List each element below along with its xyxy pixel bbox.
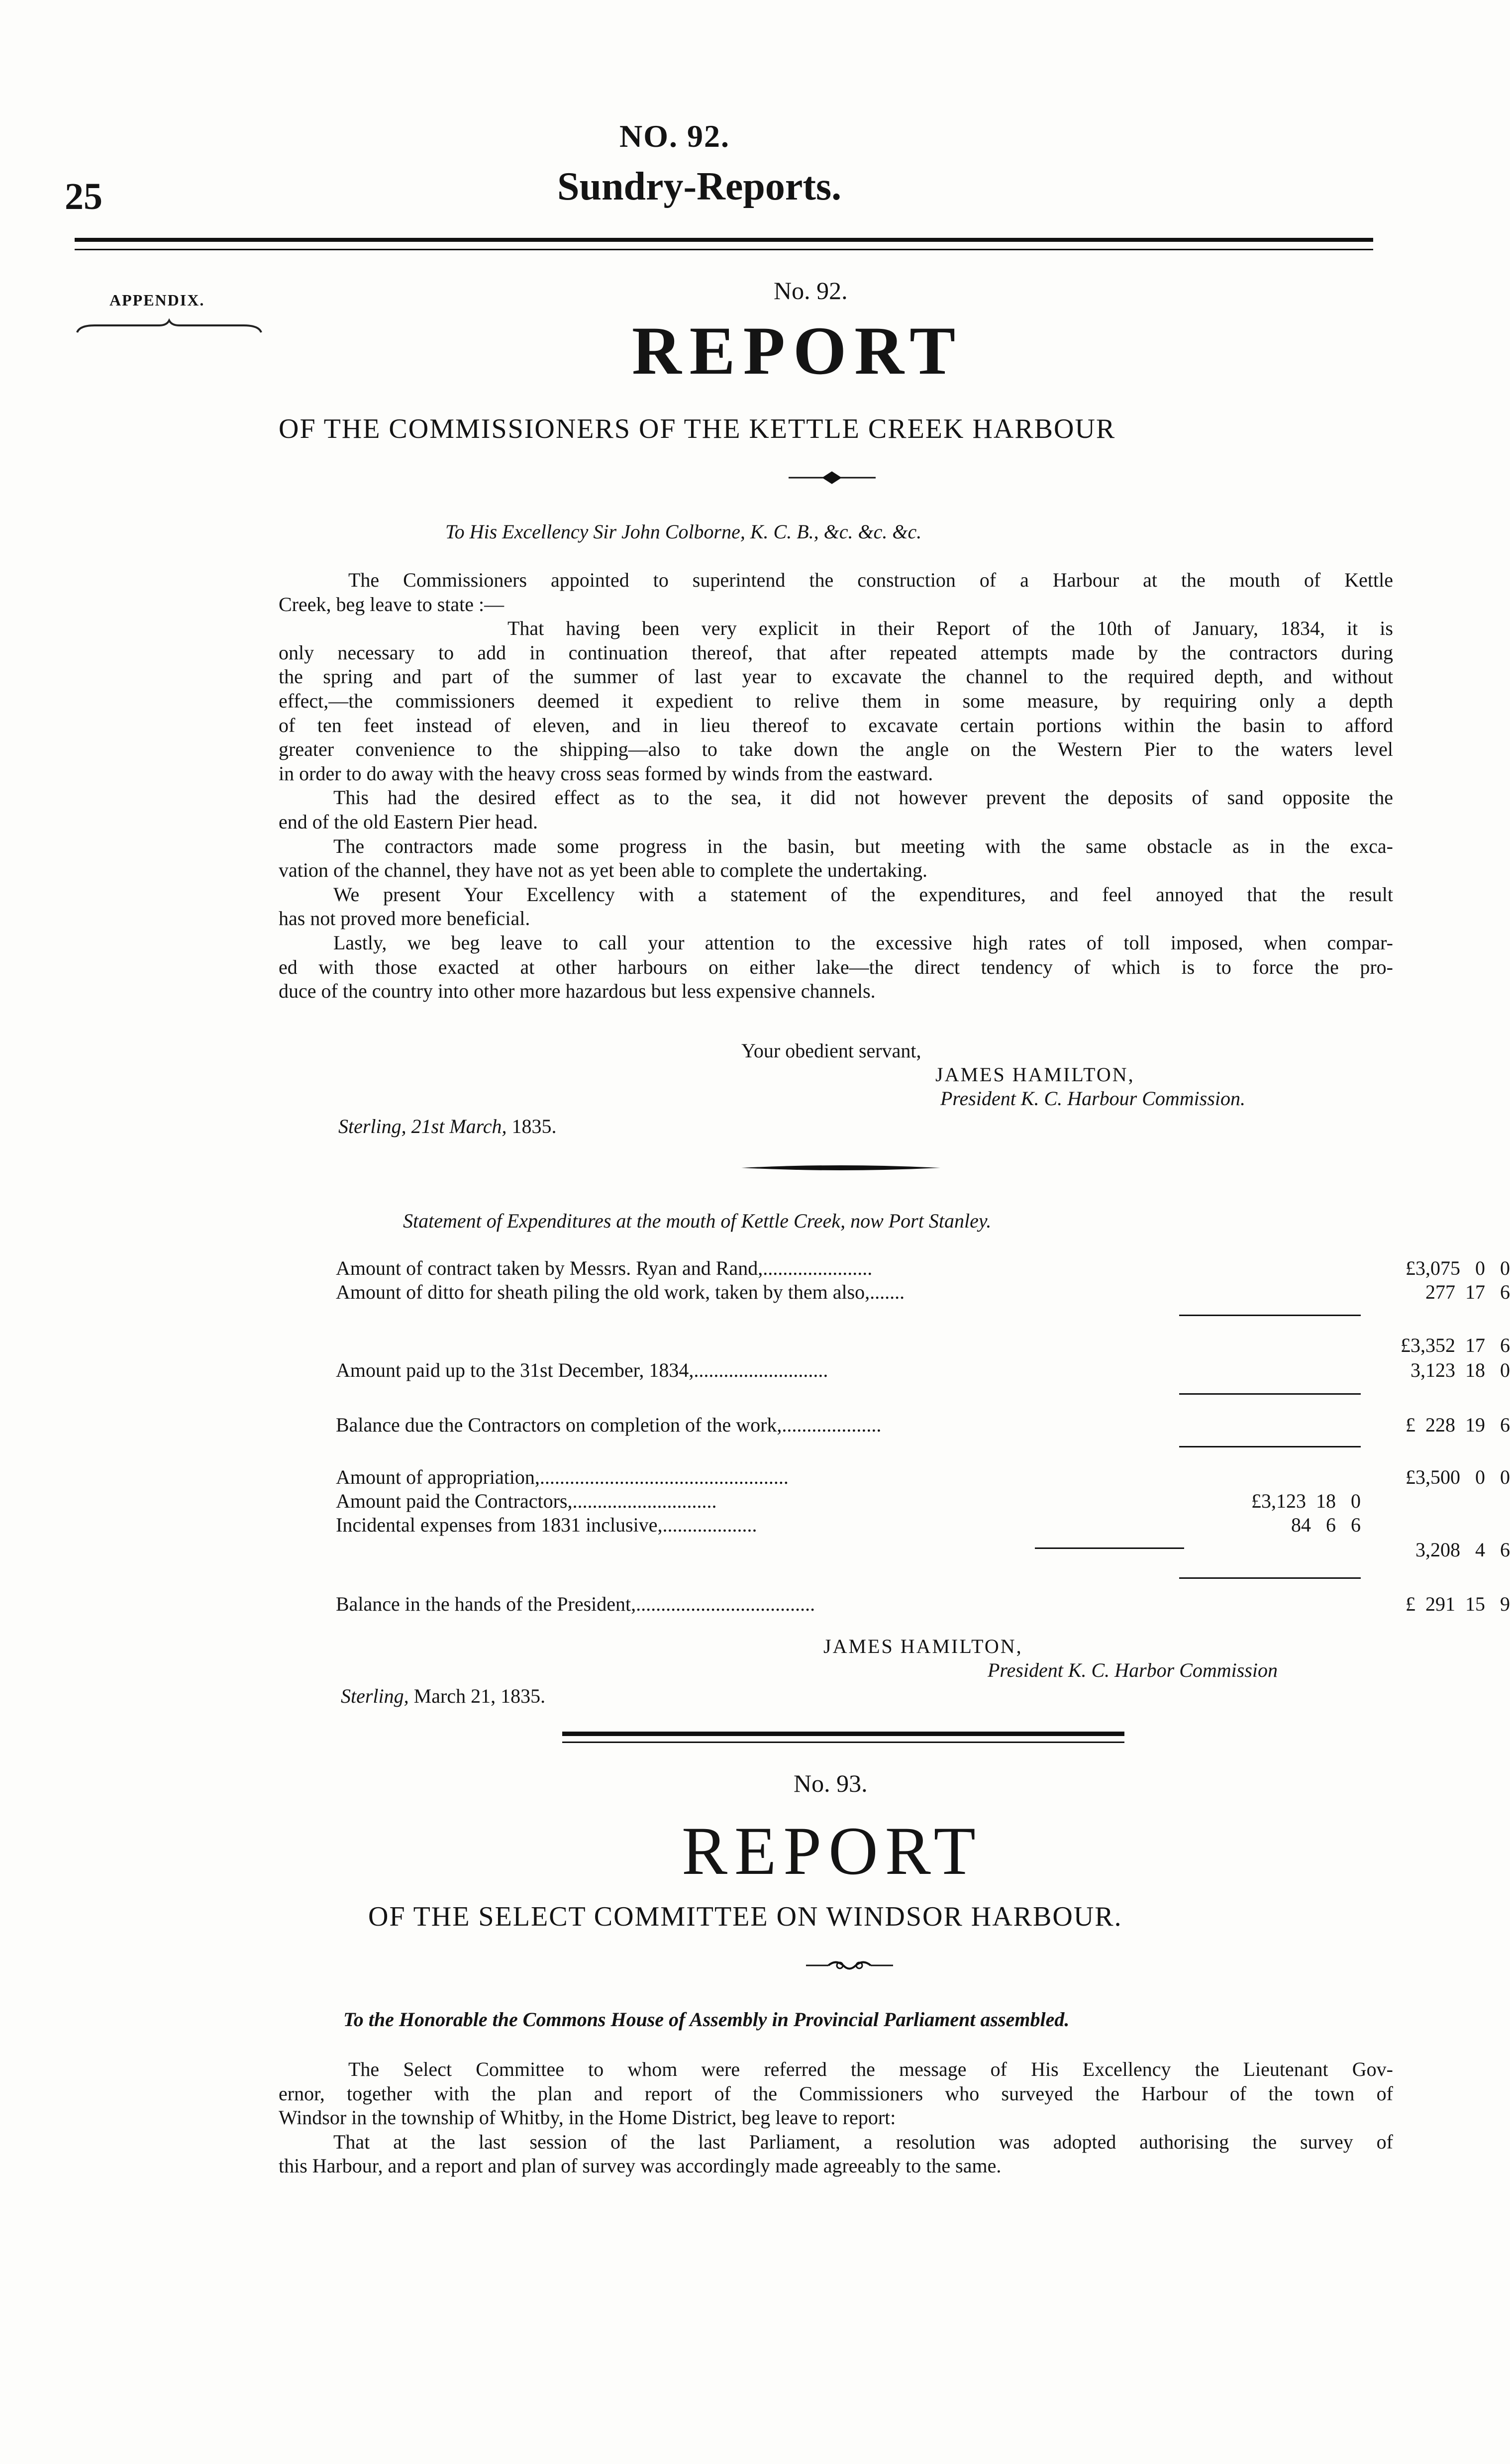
date-day: 21st	[411, 1115, 445, 1137]
page-number: 25	[65, 176, 102, 217]
appendix-label: APPENDIX.	[109, 291, 205, 309]
statement-row	[336, 1538, 1510, 1563]
row-amount: 3,123 18 0	[1410, 1359, 1510, 1381]
appendix-brace-icon	[75, 318, 264, 338]
divider-ornament-icon	[741, 1162, 940, 1174]
statement-row	[336, 1489, 1510, 1514]
report-92-body	[279, 568, 1393, 1004]
section-rule-thin	[562, 1742, 1124, 1743]
row-label: Balance due the Contractors on completion of the work,....................	[336, 1414, 882, 1436]
row-label: Amount of ditto for sheath piling the old work, taken by them also,.......	[336, 1281, 905, 1303]
statement-row	[336, 1592, 1510, 1617]
sum-rule	[1179, 1577, 1361, 1579]
body-line: this Harbour, and a report and plan of survey was accordingly made agreeably to the same.	[279, 2155, 1002, 2177]
row-amount: £ 291 15 9	[1406, 1593, 1510, 1615]
body-line: The contractors made some progress in the basin, but meeting with the same obstacle as in the exca-	[333, 834, 1393, 857]
body-line: duce of the country into other more hazardous but less expensive channels.	[279, 980, 876, 1003]
report-93-address: To the Honorable the Commons House of Assembly in Provincial Parliament assembled.	[343, 2008, 1070, 2031]
section-rule-thick	[562, 1732, 1124, 1736]
report-92-number: No. 92.	[774, 277, 848, 305]
statement-row	[336, 1256, 1510, 1281]
statement-signature-name: JAMES HAMILTON,	[823, 1635, 1023, 1657]
body-line: That having been very explicit in their Report of the 10th of January, 1834, it is	[507, 617, 1393, 640]
flourish-ornament-icon	[789, 470, 876, 485]
row-amount: 84 6 6	[1291, 1514, 1361, 1536]
row-amount: 3,208 4 6	[1415, 1539, 1510, 1561]
row-label: Amount of contract taken by Messrs. Ryan and Rand,......................	[336, 1257, 873, 1279]
body-line: vation of the channel, they have not as yet been able to complete the undertaking.	[279, 859, 927, 882]
body-line: This had the desired effect as to the sea, it did not however prevent the deposits of sand opposite the	[333, 786, 1393, 809]
report-93-body	[279, 2057, 1393, 2178]
report-92-place-date	[338, 1115, 557, 1138]
body-line: only necessary to add in continuation thereof, that after repeated attempts made by the contractors during	[279, 641, 1393, 664]
place-name: Sterling,	[338, 1115, 406, 1137]
place-name: Sterling,	[341, 1685, 409, 1707]
body-line: the spring and part of the summer of last year to excavate the channel to the required depth, and without	[279, 665, 1393, 688]
sum-rule	[1179, 1393, 1361, 1395]
statement-row	[336, 1358, 1510, 1383]
statement-row	[336, 1465, 1510, 1490]
statement-row	[336, 1413, 1510, 1438]
report-92-address: To His Excellency Sir John Colborne, K. C. B., &c. &c. &c.	[445, 520, 922, 543]
row-label: Amount paid up to the 31st December, 1834,...........................	[336, 1359, 828, 1381]
date-year: 1835.	[511, 1115, 557, 1137]
row-label: Incidental expenses from 1831 inclusive,...................	[336, 1514, 757, 1536]
sum-rule	[1179, 1315, 1361, 1316]
row-amount: £3,123 18 0	[1251, 1490, 1361, 1512]
row-amount: £3,500 0 0	[1406, 1466, 1510, 1488]
report-92-closing: Your obedient servant,	[741, 1039, 921, 1062]
report-92-signature-name: JAMES HAMILTON,	[935, 1063, 1135, 1086]
statement-row	[336, 1334, 1510, 1358]
statement-row	[336, 1513, 1510, 1538]
body-line: end of the old Eastern Pier head.	[279, 810, 538, 833]
scroll-ornament-icon	[806, 1958, 893, 1973]
header-rule-thin	[75, 249, 1373, 250]
report-93-number: No. 93.	[794, 1769, 868, 1797]
statement-signature-title: President K. C. Harbor Commission	[988, 1659, 1278, 1681]
header-rule-thick	[75, 238, 1373, 242]
report-93-heading: REPORT	[682, 1813, 983, 1889]
body-line: We present Your Excellency with a statement of the expenditures, and feel annoyed that the result	[333, 883, 1393, 906]
body-line: has not proved more beneficial.	[279, 907, 530, 930]
report-93-subtitle: OF THE SELECT COMMITTEE ON WINDSOR HARBOUR.	[368, 1901, 1122, 1932]
report-92-signature-title: President K. C. Harbour Commission.	[940, 1087, 1246, 1110]
body-line: That at the last session of the last Parliament, a resolution was adopted authorising the survey of	[333, 2130, 1393, 2153]
statement-place-date	[341, 1684, 545, 1708]
body-line: Lastly, we beg leave to call your attention to the excessive high rates of toll imposed, when compar-	[333, 931, 1393, 954]
row-label: Amount paid the Contractors,.............................	[336, 1490, 717, 1512]
statement-title: Statement of Expenditures at the mouth of Kettle Creek, now Port Stanley.	[403, 1210, 992, 1232]
row-amount: £3,352 17 6	[1401, 1334, 1510, 1356]
statement-row	[336, 1280, 1510, 1305]
row-label: Amount of appropriation,..................................................	[336, 1466, 789, 1488]
report-92-subtitle: OF THE COMMISSIONERS OF THE KETTLE CREEK HARBOUR	[279, 413, 1116, 444]
body-line: The Commissioners appointed to superintend the construction of a Harbour at the mouth of Kettle	[348, 569, 1393, 591]
body-line: of ten feet instead of eleven, and in lieu thereof to excavate certain portions within the basin to afford	[279, 714, 1393, 736]
row-label: Balance in the hands of the President,....................................	[336, 1593, 815, 1615]
body-line: greater convenience to the shipping—also to take down the angle on the Western Pier to the waters level	[279, 738, 1393, 761]
row-amount: £3,075 0 0	[1406, 1257, 1510, 1279]
date-month: March,	[449, 1115, 507, 1137]
body-line: ernor, together with the plan and report of the Commissioners who surveyed the Harbour of the town of	[279, 2082, 1393, 2105]
body-line: Creek, beg leave to state :—	[279, 593, 504, 616]
body-line: effect,—the commissioners deemed it expedient to relive them in some measure, by requiring only a depth	[279, 689, 1393, 712]
body-line: The Select Committee to whom were referred the message of His Excellency the Lieutenant Gov-	[348, 2058, 1393, 2080]
body-line: ed with those exacted at other harbours on either lake—the direct tendency of which is to force the pro-	[279, 955, 1393, 978]
header-title: Sundry-Reports.	[557, 165, 842, 208]
body-line: Windsor in the township of Whitby, in the Home District, beg leave to report:	[279, 2106, 896, 2129]
row-amount: £ 228 19 6	[1406, 1414, 1510, 1436]
report-92-heading: REPORT	[632, 312, 964, 389]
date: March 21, 1835.	[413, 1685, 546, 1707]
body-line: in order to do away with the heavy cross seas formed by winds from the eastward.	[279, 762, 933, 785]
header-number: NO. 92.	[619, 118, 730, 154]
row-amount: 277 17 6	[1425, 1281, 1510, 1303]
sum-rule	[1179, 1446, 1361, 1447]
